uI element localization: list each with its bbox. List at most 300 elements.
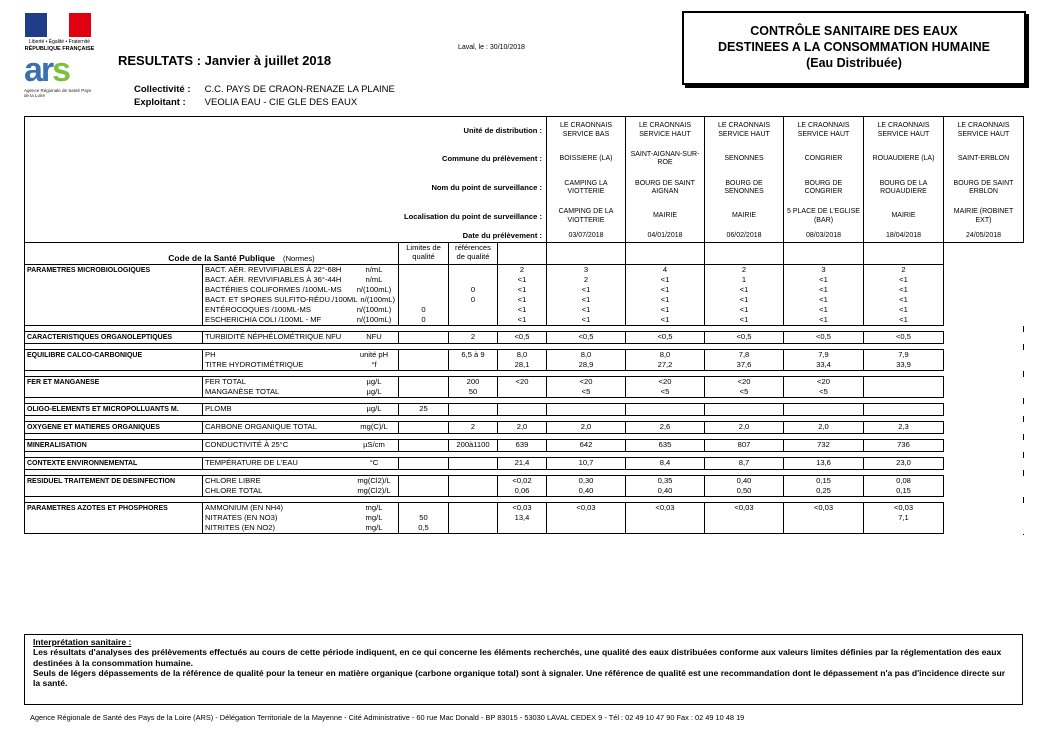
result-column-6 [864, 503, 944, 534]
group-name: OXYGENE ET MATIERES ORGANIQUES [25, 422, 203, 434]
column-6-date: 24/05/2018 [944, 231, 1024, 243]
heading-code [25, 243, 399, 265]
result-column-2 [547, 350, 626, 371]
parameter-unit: mg/L [365, 513, 383, 522]
parameter-name: CARBONE ORGANIQUE TOTAL [205, 422, 317, 431]
limit-column [399, 265, 449, 326]
limit-column-value [401, 458, 446, 468]
result-value: <1 [899, 305, 908, 314]
result-value: <0,03 [734, 503, 754, 512]
result-value [786, 523, 861, 533]
result-value: <1 [517, 305, 527, 314]
column-4-commune: CONGRIER [784, 145, 864, 174]
parameter-line [203, 503, 398, 513]
ars-logo-subtitle: Agence Régionale de Santé Pays de la Loire [24, 88, 92, 98]
result-column-4 [705, 440, 784, 452]
result-column-3 [626, 476, 705, 497]
parameter-group-row [25, 458, 1024, 470]
result-value: <0,5 [514, 332, 530, 341]
result-column-6 [864, 350, 944, 371]
title-line-2: DESTINEES A LA CONSOMMATION HUMAINE [718, 40, 990, 54]
result-value: 2,6 [659, 422, 671, 431]
parameter-line [203, 486, 398, 496]
result-value: 0,35 [657, 476, 673, 485]
parameter-group-row [25, 440, 1024, 452]
result-value: <0,03 [893, 503, 914, 512]
limit-column-value [401, 503, 446, 513]
republique-francaise: RÉPUBLIQUE FRANÇAISE [24, 46, 95, 52]
result-column-3 [626, 332, 705, 344]
column-5-loc: MAIRIE [864, 203, 944, 231]
result-column-5 [784, 332, 864, 344]
result-value [628, 523, 702, 533]
result-value: 23,0 [896, 458, 911, 467]
heading-empty-4 [705, 243, 784, 265]
result-column-3 [626, 458, 705, 470]
result-value: 8,0 [580, 350, 592, 359]
parameter-line [203, 523, 398, 533]
result-value: <5 [739, 387, 749, 396]
reference-column-value: 6,5 à 9 [461, 350, 485, 359]
footer-address: Agence Régionale de Santé des Pays de la Loire (ARS) - Délégation Territoriale de la Mayenne - Cité Administrative - 60 rue Mac Donald - BP 83015 - 53030 LAVAL CEDEX 9 - Tél : 02 49 10 47 90 Fax : 02 49 10 48 19 [30, 713, 745, 722]
result-value: <20 [515, 377, 529, 386]
result-value [549, 513, 623, 523]
result-value: 2,3 [898, 422, 909, 431]
result-value: 2 [583, 275, 589, 284]
parameter-line [203, 285, 398, 295]
limit-column [399, 404, 449, 416]
result-value: 639 [515, 440, 529, 449]
limit-column [399, 503, 449, 534]
header-row-loc [25, 203, 1024, 231]
column-2-loc: MAIRIE [626, 203, 705, 231]
column-3-unite: LE CRAONNAIS SERVICE HAUT [705, 117, 784, 145]
result-value [628, 513, 702, 523]
result-value: <1 [819, 285, 828, 294]
parameter-name: FER TOTAL [205, 377, 246, 386]
reference-column-value [451, 360, 495, 370]
group-name: CARACTERISTIQUES ORGANOLEPTIQUES [25, 332, 203, 344]
result-value: 2,0 [580, 422, 592, 431]
results-period: RESULTATS : Janvier à juillet 2018 [118, 53, 332, 68]
result-value: <1 [660, 305, 670, 314]
issue-date: Laval, le : 30/10/2018 [458, 44, 525, 51]
parameter-line [203, 305, 398, 315]
parameter-unit: mg(Cl2)/L [357, 486, 391, 495]
title-line-1: CONTRÔLE SANITAIRE DES EAUX [750, 24, 958, 38]
result-value: <5 [581, 387, 591, 396]
result-value [866, 387, 941, 397]
result-value: <1 [899, 275, 908, 284]
limit-column [399, 440, 449, 452]
parameter-unit: NFU [366, 332, 382, 341]
result-column-6 [864, 377, 944, 398]
parameter-unit: n/mL [365, 275, 383, 284]
result-column-2 [547, 265, 626, 326]
result-value [707, 523, 781, 533]
result-value: 37,6 [736, 360, 752, 369]
result-value: <0,03 [655, 503, 675, 512]
group-parameters [203, 404, 399, 416]
result-value [500, 404, 544, 414]
document-title-box [682, 11, 1026, 85]
result-value [549, 523, 623, 533]
result-value: <0,5 [816, 332, 831, 341]
parameter-line [203, 275, 398, 285]
header-label-date: Date du prélèvement : [25, 231, 547, 243]
parameter-line [203, 440, 398, 450]
result-value: 21,4 [514, 458, 530, 467]
result-column-2 [547, 440, 626, 452]
result-column-2 [547, 377, 626, 398]
group-name: PARAMETRES MICROBIOLOGIQUES [25, 265, 203, 326]
reference-column [449, 377, 498, 398]
result-column-2 [547, 503, 626, 534]
column-2-unite: LE CRAONNAIS SERVICE HAUT [626, 117, 705, 145]
parameter-line [203, 315, 398, 325]
column-6-loc: MAIRIE (ROBINET EXT) [944, 203, 1024, 231]
result-value: <1 [899, 285, 908, 294]
parameter-unit: µg/L [366, 377, 382, 386]
result-value: <1 [517, 275, 527, 284]
result-value: 27,2 [657, 360, 673, 369]
result-column-6 [864, 332, 944, 344]
result-column-2 [547, 458, 626, 470]
parameter-group-row [25, 265, 1024, 326]
result-value: <1 [517, 315, 527, 324]
result-value: <20 [579, 377, 593, 386]
parameter-name: BACT. AÉR. REVIVIFIABLES À 22°-68H [205, 265, 342, 274]
parameter-name: CONDUCTIVITÉ À 25°C [205, 440, 289, 449]
header-label-unite: Unité de distribution : [25, 117, 547, 145]
result-column-4 [705, 422, 784, 434]
result-value: 635 [658, 440, 672, 449]
limit-column [399, 332, 449, 344]
reference-column-value [451, 305, 495, 315]
result-column-3 [626, 404, 705, 416]
result-value: <1 [660, 315, 670, 324]
result-column-1 [498, 350, 547, 371]
result-value [786, 513, 861, 523]
result-value: 13,6 [816, 458, 831, 467]
results-table [24, 116, 1024, 534]
parameter-name: BACT. ET SPORES SULFITO-RÉDU./100ML [205, 295, 358, 304]
parameter-line [203, 458, 398, 468]
limit-column-value [401, 265, 446, 275]
reference-column-value: 0 [470, 295, 476, 304]
interpretation-paragraph-1: Les résultats d'analyses des prélèvements effectués au cours de cette période indiquent, en ce qui concerne les éléments recherchés, une qualité des eaux distribuées conforme aux valeurs limites définies par la réglementation des eaux destinées à la consommation humaine. [33, 647, 1002, 668]
group-parameters [203, 265, 399, 326]
column-1-nom: CAMPING LA VIOTTERIE [547, 174, 626, 203]
result-column-3 [626, 440, 705, 452]
group-name: FER ET MANGANESE [25, 377, 203, 398]
result-column-5 [784, 422, 864, 434]
result-value: 807 [737, 440, 751, 449]
header-row-nom [25, 174, 1024, 203]
header-label-loc: Localisation du point de surveillance : [25, 203, 547, 231]
result-value: <1 [581, 315, 591, 324]
reference-column-value [451, 265, 495, 275]
column-1-loc: CAMPING DE LA VIOTTERIE [547, 203, 626, 231]
result-value: 8,0 [516, 350, 528, 359]
result-column-6 [864, 422, 944, 434]
limit-column [399, 422, 449, 434]
parameter-name: BACTÉRIES COLIFORMES /100ML-MS [205, 285, 342, 294]
result-value: <5 [660, 387, 670, 396]
result-column-2 [547, 476, 626, 497]
reference-column [449, 458, 498, 470]
result-column-1 [498, 476, 547, 497]
result-column-5 [784, 476, 864, 497]
result-column-3 [626, 265, 705, 326]
result-value: 3 [583, 265, 589, 274]
limit-column [399, 350, 449, 371]
limit-column-value: 25 [419, 404, 428, 413]
column-6-commune: SAINT-ERBLON [944, 145, 1024, 174]
parameter-group-row [25, 404, 1024, 416]
reference-column-value [451, 503, 495, 513]
result-value: <1 [517, 285, 527, 294]
limit-column-value [401, 360, 446, 370]
reference-column-value: 2 [470, 332, 476, 341]
parameter-name: NITRATES (EN NO3) [205, 513, 278, 522]
group-name: PARAMETRES AZOTES ET PHOSPHORES [25, 503, 203, 534]
result-value: 732 [817, 440, 830, 449]
limit-column-value [401, 295, 446, 305]
limit-column [399, 476, 449, 497]
group-parameters [203, 377, 399, 398]
result-value [707, 404, 781, 414]
result-value [549, 404, 623, 414]
heading-references: références de qualité [449, 243, 498, 265]
result-value: <0,5 [896, 332, 911, 341]
result-value [866, 523, 941, 533]
result-value [628, 404, 702, 414]
group-spacer [25, 534, 1024, 535]
reference-column [449, 503, 498, 534]
parameter-group-row [25, 350, 1024, 371]
result-column-1 [498, 265, 547, 326]
parameter-name: TURBIDITÉ NÉPHÉLOMÉTRIQUE NFU [205, 332, 342, 341]
result-value: <1 [739, 295, 749, 304]
result-value: 28,1 [514, 360, 530, 369]
parameter-unit: mg(C)/L [360, 422, 388, 431]
result-column-4 [705, 265, 784, 326]
collectivite-label: Collectivité : [134, 84, 191, 95]
result-value: 8,4 [659, 458, 671, 467]
group-parameters [203, 350, 399, 371]
result-column-1 [498, 440, 547, 452]
parameter-unit: µg/L [366, 387, 382, 396]
result-value: <1 [581, 285, 591, 294]
column-3-date: 06/02/2018 [705, 231, 784, 243]
parameter-line [203, 377, 398, 387]
result-column-1 [498, 332, 547, 344]
reference-column-value: 50 [468, 387, 478, 396]
result-column-5 [784, 350, 864, 371]
reference-column-value [451, 458, 495, 468]
result-column-5 [784, 458, 864, 470]
exploitant-label: Exploitant : [134, 97, 186, 108]
result-value [500, 523, 544, 533]
parameter-unit: µS/cm [363, 440, 385, 449]
limit-column-value [401, 486, 446, 496]
result-value: 13,4 [514, 513, 530, 522]
result-value: 0,15 [896, 486, 911, 495]
result-value: <0,03 [813, 503, 834, 512]
column-3-loc: MAIRIE [705, 203, 784, 231]
parameter-group-row [25, 332, 1024, 344]
reference-column [449, 332, 498, 344]
reference-column-value [451, 513, 495, 523]
result-value: 0,40 [657, 486, 673, 495]
result-value: 7,9 [898, 350, 909, 359]
result-value: <5 [819, 387, 828, 396]
interpretation-paragraph-2: Seuls de légers dépassements de la référence de qualité pour la teneur en matière organique (carbone organique total) sont à signaler. Une référence de qualité est une recommandation dont le dépassement n'a pas d'incidence directe sur la santé. [33, 667, 1006, 689]
group-parameters [203, 332, 399, 344]
limit-column-value: 0 [421, 305, 426, 314]
column-5-nom: BOURG DE LA ROUAUDIERE [864, 174, 944, 203]
header-row-commune [25, 145, 1024, 174]
result-value: 4 [662, 265, 668, 274]
parameter-unit: n/mL [365, 265, 383, 274]
parameter-name: TITRE HYDROTIMÉTRIQUE [205, 360, 304, 369]
result-column-4 [705, 332, 784, 344]
interpretation-title: Interprétation sanitaire : [33, 637, 132, 647]
result-value: 33,9 [896, 360, 911, 369]
result-value: 33,4 [816, 360, 831, 369]
result-value: 8,7 [738, 458, 750, 467]
column-3-nom: BOURG DE SENONNES [705, 174, 784, 203]
column-1-commune: BOISSIERE (LA) [547, 145, 626, 174]
result-column-3 [626, 503, 705, 534]
column-5-unite: LE CRAONNAIS SERVICE HAUT [864, 117, 944, 145]
parameter-group-row [25, 503, 1024, 534]
limit-column-value [401, 377, 446, 387]
result-value: <1 [819, 305, 828, 314]
limit-column-value [401, 350, 446, 360]
result-column-5 [784, 265, 864, 326]
result-value: 0,25 [816, 486, 831, 495]
parameter-line [203, 332, 398, 342]
limit-column-value [401, 275, 446, 285]
heading-empty-1 [498, 243, 547, 265]
reference-column [449, 404, 498, 416]
result-value: 0,06 [514, 486, 530, 495]
parameter-name: AMMONIUM (EN NH4) [205, 503, 284, 512]
parameter-line [203, 404, 398, 414]
result-column-6 [864, 458, 944, 470]
column-4-date: 08/03/2018 [784, 231, 864, 243]
parameter-line [203, 476, 398, 486]
result-value: 0,08 [896, 476, 911, 485]
reference-column [449, 422, 498, 434]
republic-motto: Liberté • Égalité • Fraternité [28, 39, 91, 45]
column-6-unite: LE CRAONNAIS SERVICE HAUT [944, 117, 1024, 145]
column-4-loc: 5 PLACE DE L'EGLISE (BAR) [784, 203, 864, 231]
result-value: 8,0 [659, 350, 671, 359]
result-value: 642 [579, 440, 593, 449]
result-value: 0,40 [736, 476, 752, 485]
result-value: 2,0 [516, 422, 528, 431]
column-1-date: 03/07/2018 [547, 231, 626, 243]
parameter-group-row [25, 476, 1024, 497]
result-value: 736 [897, 440, 910, 449]
result-value: <0,02 [512, 476, 532, 485]
result-value: <1 [581, 305, 591, 314]
limit-column-value [401, 332, 446, 342]
reference-column [449, 265, 498, 326]
result-column-6 [864, 404, 944, 416]
result-value: <1 [819, 275, 828, 284]
collectivite-value: C.C. PAYS DE CRAON-RENAZE LA PLAINE [204, 84, 395, 95]
table-heading-row [25, 243, 1024, 265]
result-value: 0,30 [578, 476, 594, 485]
result-value: <1 [581, 295, 591, 304]
result-column-5 [784, 404, 864, 416]
column-2-date: 04/01/2018 [626, 231, 705, 243]
group-parameters [203, 503, 399, 534]
result-value: 2,0 [738, 422, 750, 431]
heading-code-label: Code de la Santé Publique [168, 253, 276, 263]
column-5-date: 18/04/2018 [864, 231, 944, 243]
result-column-6 [864, 476, 944, 497]
result-value: <1 [819, 315, 828, 324]
collectivite-row [134, 84, 395, 95]
limit-column [399, 377, 449, 398]
column-3-commune: SENONNES [705, 145, 784, 174]
parameter-name: PH [205, 350, 216, 359]
heading-limites: Limites de qualité [399, 243, 449, 265]
result-value [707, 513, 781, 523]
result-column-4 [705, 503, 784, 534]
limit-column-value: 0 [421, 315, 426, 324]
result-column-1 [498, 404, 547, 416]
heading-empty-5 [784, 243, 864, 265]
result-value: <20 [737, 377, 751, 386]
parameter-name: ESCHERICHIA COLI /100ML - MF [205, 315, 322, 324]
group-parameters [203, 440, 399, 452]
interpretation-box [24, 634, 1023, 705]
limit-column-value: 50 [419, 513, 428, 522]
result-value: <0,03 [512, 503, 532, 512]
column-2-nom: BOURG DE SAINT AIGNAN [626, 174, 705, 203]
result-value: 1 [741, 275, 747, 284]
limit-column-value [401, 422, 446, 432]
reference-column-value: 2 [470, 422, 476, 431]
group-parameters [203, 476, 399, 497]
result-value: 0,15 [816, 476, 831, 485]
result-column-2 [547, 422, 626, 434]
reference-column-value [451, 486, 495, 496]
result-value: <1 [739, 315, 749, 324]
result-column-4 [705, 404, 784, 416]
result-value: <1 [739, 285, 749, 294]
result-column-3 [626, 377, 705, 398]
parameter-line [203, 350, 398, 360]
parameter-name: CHLORE TOTAL [205, 486, 263, 495]
result-value: 2 [901, 265, 906, 274]
result-value: 2 [741, 265, 747, 274]
result-column-4 [705, 458, 784, 470]
parameter-line [203, 513, 398, 523]
reference-column-value: 200à1100 [456, 440, 490, 449]
column-4-unite: LE CRAONNAIS SERVICE HAUT [784, 117, 864, 145]
group-name: MINERALISATION [25, 440, 203, 452]
result-value: <1 [660, 285, 670, 294]
parameter-line [203, 295, 398, 305]
header-row-date [25, 231, 1024, 243]
